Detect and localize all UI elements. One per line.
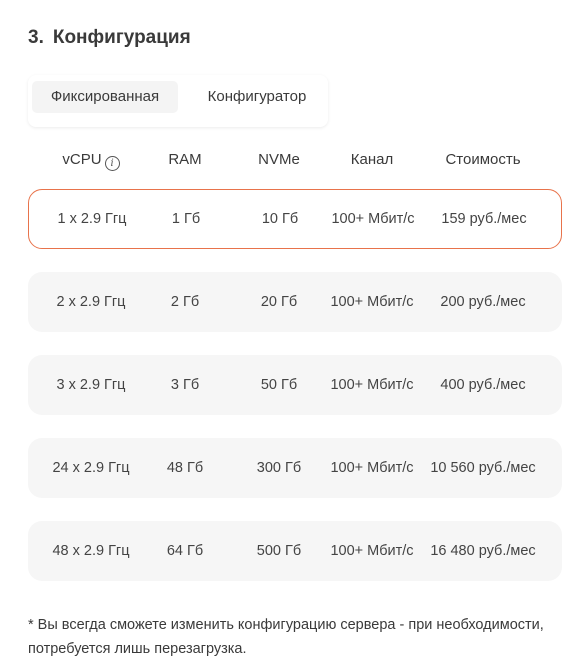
table-row[interactable]: [28, 355, 562, 415]
header-ram: RAM: [168, 151, 202, 168]
footnote: * Вы всегда сможете изменить конфигурацию сервера - при необходимости, потребуется лишь перезагрузка.: [28, 617, 544, 657]
cell-channel: 100+ Мбит/с: [330, 294, 414, 310]
table-header: [28, 148, 562, 172]
cell-price: 159 руб./мес: [441, 211, 527, 227]
table-row[interactable]: [28, 438, 562, 498]
cell-nvme: 10 Гб: [261, 211, 299, 227]
cell-nvme: 300 Гб: [256, 460, 302, 476]
cell-ram: 64 Гб: [166, 543, 204, 559]
tab-configurator[interactable]: Конфигуратор: [207, 88, 307, 105]
section-title-text: Конфигурация: [52, 27, 191, 48]
section-title: [28, 27, 191, 49]
header-channel: Канал: [350, 151, 394, 168]
header-vcpu-label: vCPU: [62, 151, 102, 168]
table-row[interactable]: [28, 521, 562, 581]
table-row[interactable]: [28, 272, 562, 332]
header-price: Стоимость: [445, 151, 521, 168]
cell-channel: 100+ Мбит/с: [330, 377, 414, 393]
cell-vcpu: 48 x 2.9 Ггц: [52, 543, 130, 559]
cell-channel: 100+ Мбит/с: [330, 543, 414, 559]
cell-nvme: 50 Гб: [260, 377, 298, 393]
cell-vcpu: 24 x 2.9 Ггц: [52, 460, 130, 476]
section-number: 3.: [28, 27, 44, 48]
cell-ram: 48 Гб: [166, 460, 204, 476]
cell-price: 10 560 руб./мес: [430, 460, 536, 476]
cell-channel: 100+ Мбит/с: [331, 211, 415, 227]
tab-fixed[interactable]: Фиксированная: [32, 81, 178, 113]
cell-channel: 100+ Мбит/с: [330, 460, 414, 476]
cell-ram: 2 Гб: [170, 294, 200, 310]
cell-price: 16 480 руб./мес: [430, 543, 536, 559]
info-icon[interactable]: i: [105, 156, 120, 171]
cell-nvme: 500 Гб: [256, 543, 302, 559]
cell-vcpu: 2 x 2.9 Ггц: [56, 294, 126, 310]
cell-price: 200 руб./мес: [440, 294, 526, 310]
cell-vcpu: 3 x 2.9 Ггц: [56, 377, 126, 393]
config-tabs: [28, 75, 328, 127]
header-vcpu: [28, 148, 154, 172]
cell-ram: 1 Гб: [171, 211, 201, 227]
cell-vcpu: 1 x 2.9 Ггц: [57, 211, 127, 227]
table-row[interactable]: [28, 189, 562, 249]
cell-ram: 3 Гб: [170, 377, 200, 393]
cell-price: 400 руб./мес: [440, 377, 526, 393]
cell-nvme: 20 Гб: [260, 294, 298, 310]
header-nvme: NVMe: [258, 151, 300, 168]
